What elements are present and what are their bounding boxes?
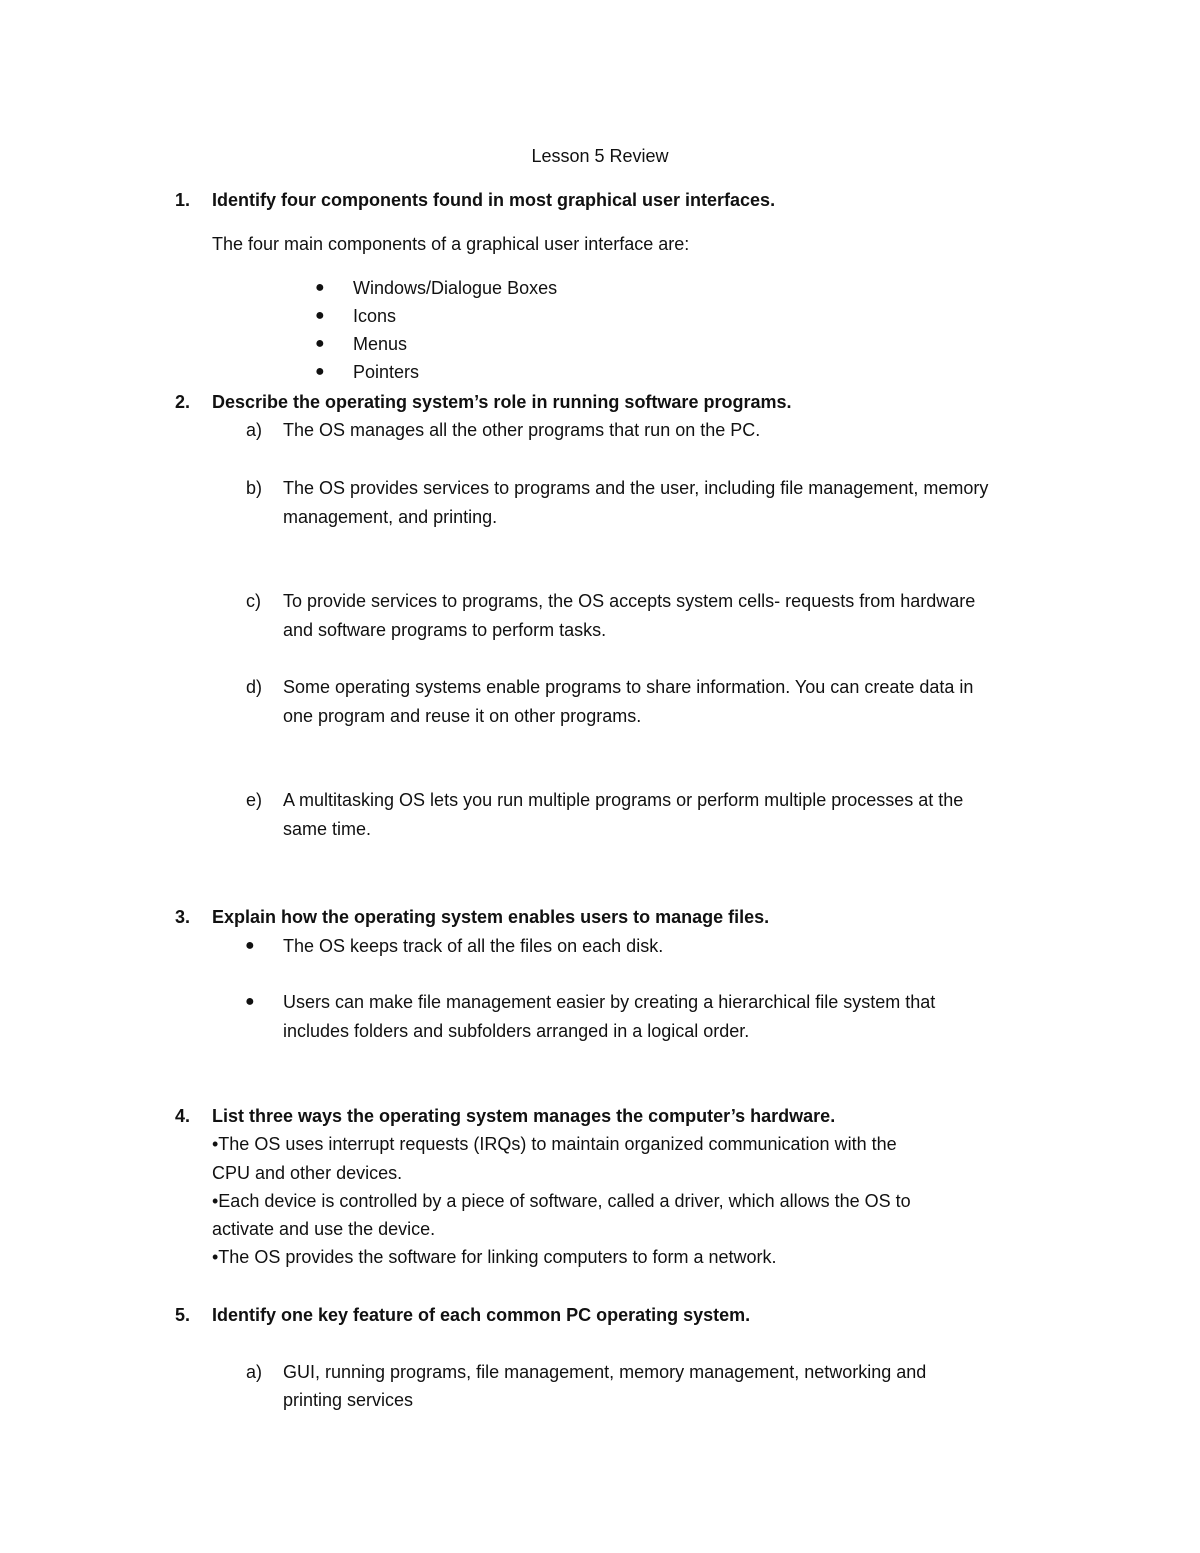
paragraph-line: •The OS provides the software for linking computers to form a network. bbox=[212, 1247, 777, 1267]
bullet-icon: ● bbox=[315, 279, 325, 296]
item-text: management, and printing. bbox=[283, 507, 498, 527]
question-4-number: 4. bbox=[175, 1106, 191, 1126]
question-1-number: 1. bbox=[175, 190, 191, 210]
item-text: GUI, running programs, file management, memory management, networking and bbox=[283, 1362, 927, 1382]
item-text: and software programs to perform tasks. bbox=[283, 620, 607, 640]
bullet-icon: ● bbox=[245, 937, 255, 954]
list-item: Pointers bbox=[353, 362, 420, 382]
item-label: a) bbox=[246, 1362, 263, 1382]
item-label: a) bbox=[246, 420, 263, 440]
question-3-number: 3. bbox=[175, 907, 191, 927]
item-text: The OS manages all the other programs that run on the PC. bbox=[283, 420, 761, 440]
bullet-icon: ● bbox=[315, 307, 325, 324]
item-label: b) bbox=[246, 478, 263, 498]
list-item: Windows/Dialogue Boxes bbox=[353, 278, 558, 298]
item-label: e) bbox=[246, 790, 263, 810]
question-5-number: 5. bbox=[175, 1305, 191, 1325]
item-text: A multitasking OS lets you run multiple programs or perform multiple processes at the bbox=[283, 790, 964, 810]
list-item: Icons bbox=[353, 306, 397, 326]
bullet-icon: ● bbox=[315, 363, 325, 380]
question-2-text: Describe the operating system’s role in running software programs. bbox=[212, 392, 792, 412]
bullet-icon: ● bbox=[315, 335, 325, 352]
item-text: printing services bbox=[283, 1390, 414, 1410]
list-item: The OS keeps track of all the files on each disk. bbox=[283, 936, 664, 956]
paragraph-line: activate and use the device. bbox=[212, 1219, 436, 1239]
item-text: one program and reuse it on other programs. bbox=[283, 706, 642, 726]
question-2-number: 2. bbox=[175, 392, 191, 412]
item-text: Some operating systems enable programs to share information. You can create data in bbox=[283, 677, 974, 697]
page-title: Lesson 5 Review bbox=[531, 146, 669, 166]
item-text: The OS provides services to programs and the user, including file management, memory bbox=[283, 478, 989, 498]
item-label: d) bbox=[246, 677, 263, 697]
question-1-intro: The four main components of a graphical user interface are: bbox=[212, 234, 690, 254]
item-label: c) bbox=[246, 591, 261, 611]
list-item: Users can make file management easier by creating a hierarchical file system that bbox=[283, 992, 936, 1012]
question-4-text: List three ways the operating system manages the computer’s hardware. bbox=[212, 1106, 836, 1126]
paragraph-line: •Each device is controlled by a piece of software, called a driver, which allows the OS to bbox=[212, 1191, 911, 1211]
question-3-text: Explain how the operating system enables users to manage files. bbox=[212, 907, 770, 927]
paragraph-line: •The OS uses interrupt requests (IRQs) to maintain organized communication with the bbox=[212, 1134, 897, 1154]
item-text: same time. bbox=[283, 819, 372, 839]
question-5-text: Identify one key feature of each common PC operating system. bbox=[212, 1305, 751, 1325]
item-text: To provide services to programs, the OS accepts system cells- requests from hardware bbox=[283, 591, 976, 611]
list-item: includes folders and subfolders arranged in a logical order. bbox=[283, 1021, 750, 1041]
paragraph-line: CPU and other devices. bbox=[212, 1163, 403, 1183]
list-item: Menus bbox=[353, 334, 408, 354]
question-1-text: Identify four components found in most graphical user interfaces. bbox=[212, 190, 776, 210]
bullet-icon: ● bbox=[245, 993, 255, 1010]
